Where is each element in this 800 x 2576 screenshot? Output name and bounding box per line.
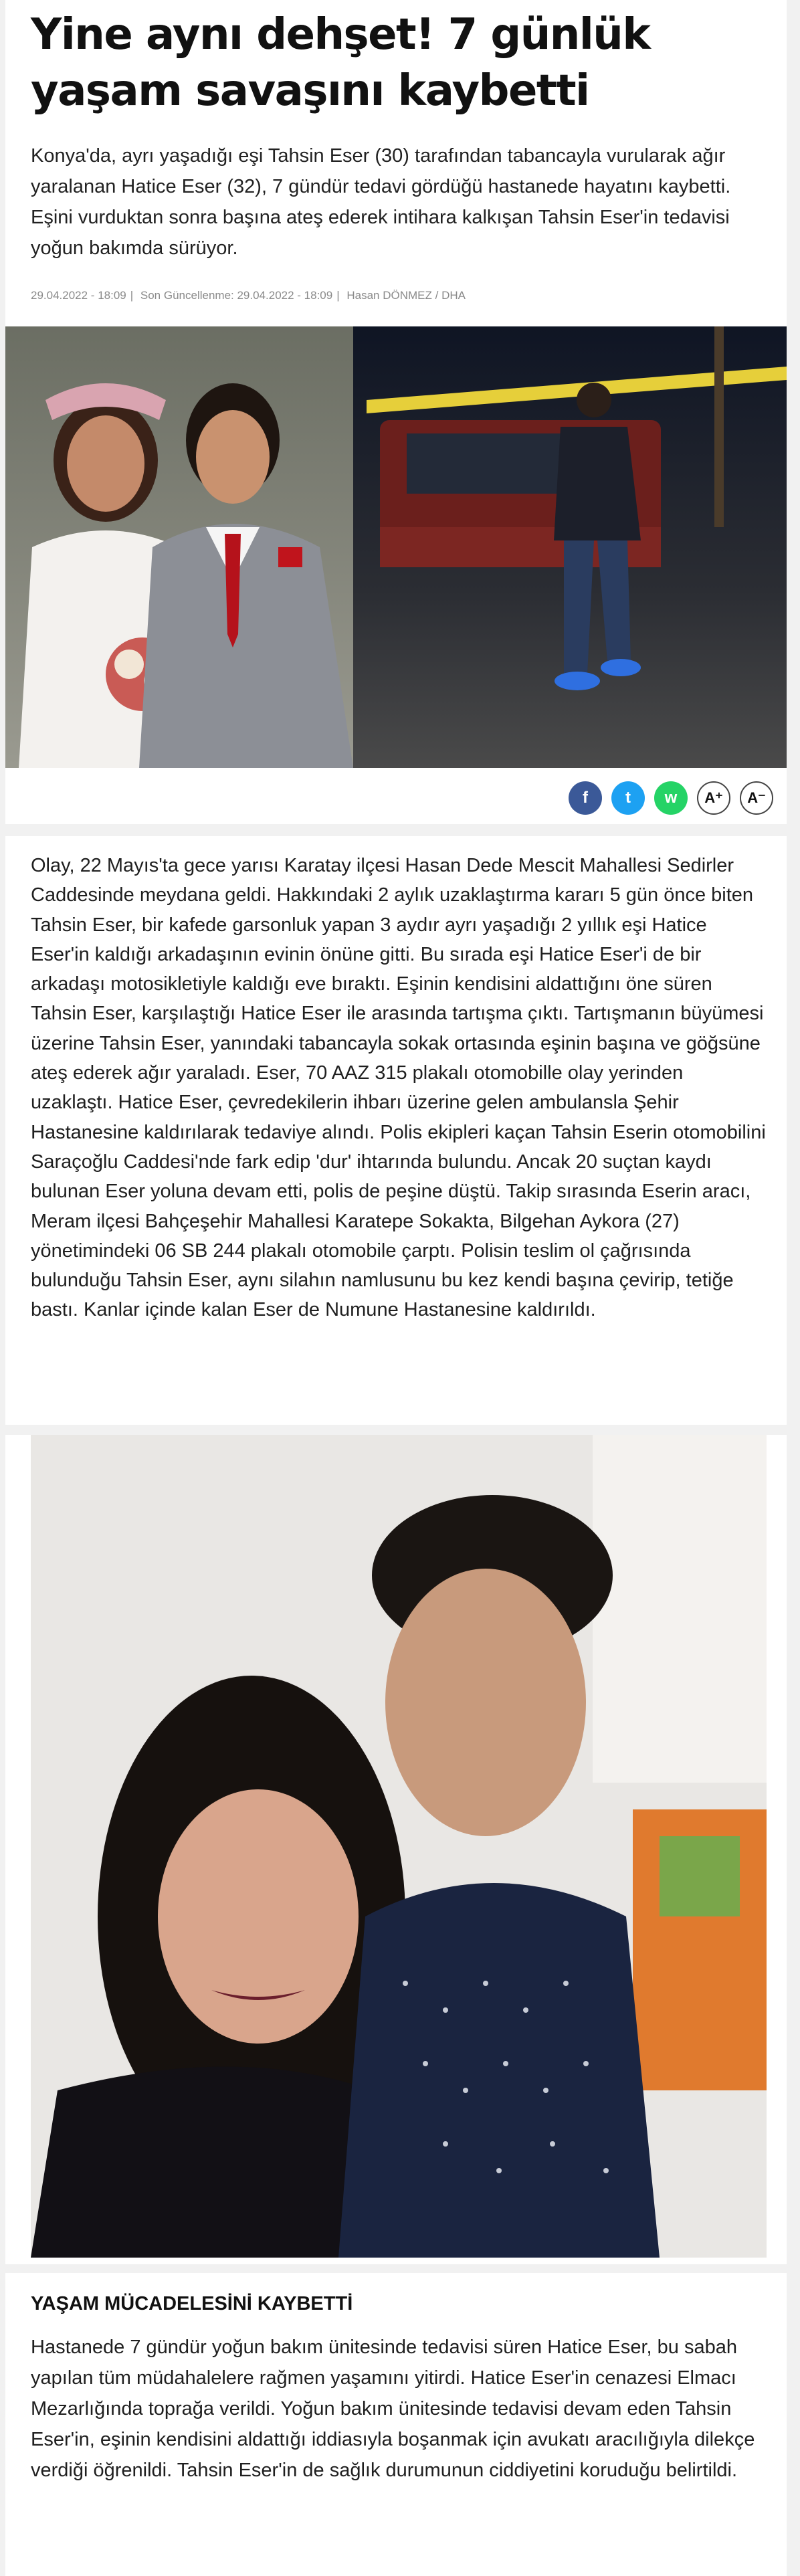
article-meta [31,289,767,302]
share-toolbar [569,781,773,816]
article-body-card [5,836,787,1425]
meta-separator: | [336,289,340,302]
twitter-icon: t [625,789,631,807]
font-increase-icon: A⁺ [704,789,723,806]
font-decrease-icon: A⁻ [747,789,766,806]
font-decrease-button[interactable] [740,781,773,815]
article-header-card [5,0,787,824]
article-headline: Yine aynı dehşet! 7 günlük yaşam savaşını kaybetti [31,10,650,116]
facebook-icon: f [583,789,588,807]
wedding-and-crime-scene-photo [5,326,787,768]
article-secondary-photo [31,1435,767,2258]
meta-separator: | [130,289,134,302]
section-heading: YAŞAM MÜCADELESİNİ KAYBETTİ [31,2293,353,2314]
couple-selfie-photo [31,1435,767,2258]
published-date: 29.04.2022 - 18:09 [31,289,126,302]
article-body-paragraph: Olay, 22 Mayıs'ta gece yarısı Karatay ilçesi Hasan Dede Mescit Mahallesi Sedirler Caddesinde meydana geldi. Hakkındaki 2 aylık uzaklaştırma kararı 5 gün önce biten Tahsin Eser, bir kafede garsonluk yapan 3 aydır ayrı yaşadığı 2 yıllık eşi Hatice Eser'in kaldığı arkadaşının evinin önüne gitti. Bu sırada eşi Hatice Eser'i de bir arkadaşı motosikletiyle kaldığı eve bıraktı. Eşinin kendisini aldattığını öne süren Tahsin Eser, karşılaştığı Hatice Eser ile arasında tartışma çıktı. Tartışmanın büyümesi üzerine Tahsin Eser, yanındaki tabancayla sokak ortasında eşinin başına ve göğsüne ateş ederek ağır yaraladı. Eser, 70 AAZ 315 plakalı otomobille olay yerinden uzaklaştı. Hatice Eser, çevredekilerin ihbarı üzerine gelen ambulansla Şehir Hastanesine kaldırılarak tedaviye alındı. Polis ekipleri kaçan Tahsin Eserin otomobilini Saraçoğlu Caddesi'nde fark edip 'dur' ihtarında bulundu. Ancak 20 suçtan kaydı bulunan Eser yoluna devam etti, polis de peşine düştü. Takip sırasında Eserin aracı, Meram ilçesi Bahçeşehir Mahallesi Karatepe Sokakta, Bilgehan Aykora (27) yönetimindeki 06 SB 244 plakalı otomobile çarptı. Polisin teslim ol çağrısında bulunduğu Tahsin Eser, aynı silahın namlusunu bu kez kendi başına çevirip, tetiğe bastı. Kanlar içinde kalan Eser de Numune Hastanesine kaldırıldı. [31,855,766,1321]
facebook-share-button[interactable] [569,781,602,815]
section-paragraph: Hastanede 7 gündür yoğun bakım ünitesinde tedavisi süren Hatice Eser, bu sabah yapılan tüm müdahalelere rağmen yaşamını yitirdi. Hatice Eser'in cenazesi Elmacı Mezarlığında toprağa verildi. Yoğun bakım ünitesinde tedavisi devam eden Tahsin Eser'in, eşinin kendisini aldattığı iddiasıyla boşanmak için avukatı aracılığıyla dilekçe verdiği öğrenildi. Tahsin Eser'in de sağlık durumunun ciddiyetini koruduğu belirtildi. [31,2337,755,2481]
font-increase-button[interactable] [697,781,730,815]
whatsapp-icon: w [664,789,678,807]
author-credit: Hasan DÖNMEZ / DHA [346,289,466,302]
article-photo-card [5,1435,787,2264]
whatsapp-share-button[interactable] [654,781,688,815]
updated-date: Son Güncellenme: 29.04.2022 - 18:09 [140,289,333,302]
article-section-card [5,2273,787,2576]
article-lead: Konya'da, ayrı yaşadığı eşi Tahsin Eser (30) tarafından tabancayla vurularak ağır yaralanan Hatice Eser (32), 7 gündür tedavi gördüğü hastanede hayatını kaybetti. Eşini vurduktan sonra başına ateş ederek intihara kalkışan Tahsin Eser'in tedavisi yoğun bakımda sürüyor. [31,145,731,259]
twitter-share-button[interactable] [611,781,645,815]
article-main-photo [5,326,787,768]
